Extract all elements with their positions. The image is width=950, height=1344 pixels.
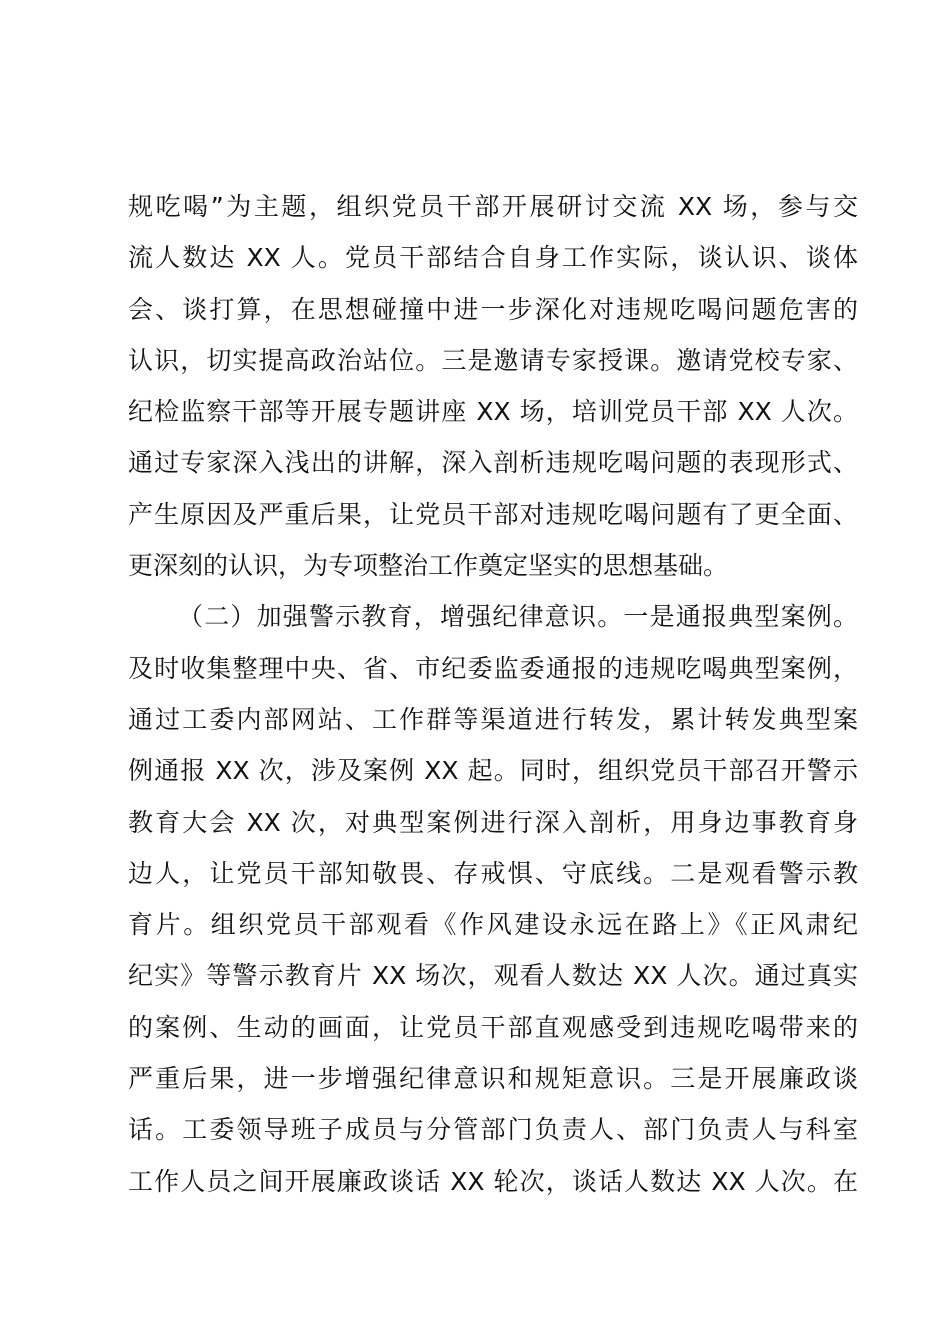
text-line: 及时收集整理中央、省、市纪委监委通报的违规吃喝典型案例， [128,653,858,683]
text-line: 通过工委内部网站、工作群等渠道进行转发，累计转发典型案 [128,704,858,734]
text-line: 话。工委领导班子成员与分管部门负责人、部门负责人与科室 [128,1115,858,1145]
text-line: 认识，切实提高政治站位。三是邀请专家授课。邀请党校专家、 [128,345,858,375]
text-line: 严重后果，进一步增强纪律意识和规矩意识。三是开展廉政谈 [128,1064,858,1094]
text-line: 工作人员之间开展廉政谈话 XX 轮次，谈话人数达 XX 人次。在 [128,1166,858,1196]
text-line: 产生原因及严重后果，让党员干部对违规吃喝问题有了更全面、 [128,499,858,529]
paragraph-1 [128,181,858,591]
text-line: 育片。组织党员干部观看《作风建设永远在路上》《正风肃纪 [128,910,858,940]
text-line: 会、谈打算，在思想碰撞中进一步深化对违规吃喝问题危害的 [128,294,858,324]
text-line: 纪实》等警示教育片 XX 场次，观看人数达 XX 人次。通过真实 [128,961,858,991]
paragraph-2 [128,591,858,1207]
section-heading-line: （二）加强警示教育，增强纪律意识。一是通报典型案例。 [178,602,858,632]
text-line: 更深刻的认识，为专项整治工作奠定坚实的思想基础。 [128,551,729,581]
text-line: 的案例、生动的画面，让党员干部直观感受到违规吃喝带来的 [128,1012,858,1042]
text-line: 流人数达 XX 人。党员干部结合自身工作实际，谈认识、谈体 [128,243,858,273]
text-line: 规吃喝”为主题，组织党员干部开展研讨交流 XX 场，参与交 [128,192,858,221]
text-line: 例通报 XX 次，涉及案例 XX 起。同时，组织党员干部召开警示 [128,756,858,786]
text-line: 纪检监察干部等开展专题讲座 XX 场，培训党员干部 XX 人次。 [128,397,858,427]
text-line: 边人，让党员干部知敬畏、存戒惧、守底线。二是观看警示教 [128,858,858,888]
text-line: 通过专家深入浅出的讲解，深入剖析违规吃喝问题的表现形式、 [128,448,858,478]
body-text [128,181,858,1207]
text-line: 教育大会 XX 次，对典型案例进行深入剖析，用身边事教育身 [128,807,858,837]
